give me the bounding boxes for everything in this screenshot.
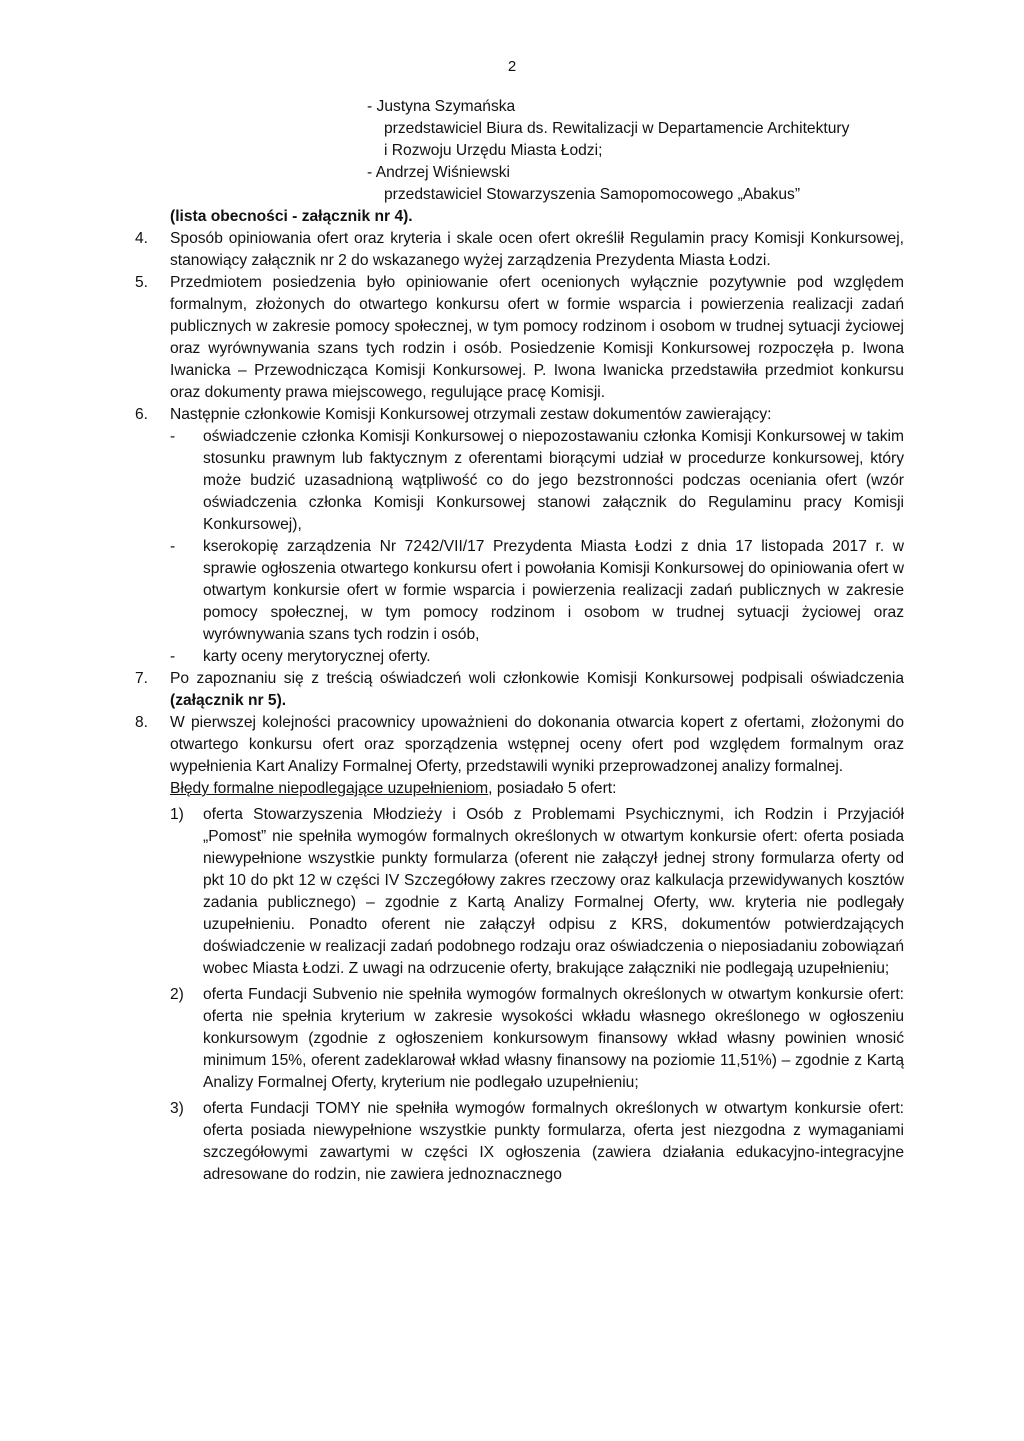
section-number: 4.	[135, 230, 149, 247]
list-item-text: oświadczenie członka Komisji Konkursowej o niepozostawaniu członka Komisji Konkursowej w takim stosunku prawnym lub faktycznym z oferentami biorącymi udział w procedurze konkursowej, który może budzić uzasadnioną wątpliwość co do jego bezstronności podczas oceniania ofert (wzór oświadczenia członka Komisji Konkursowej stanowi załącznik do Regulaminu pracy Komisji Konkursowej),	[203, 428, 904, 533]
offer-text: oferta Fundacji Subvenio nie spełniła wymogów formalnych określonych w otwartym konkursie ofert: oferta nie spełnia kryterium w zakresie wysokości wkładu własnego określonego w ogłoszeniu konkursowym (zgodnie z ogłoszeniem konkursowym finansowy wkład własny powinien wnosić minimum 15%, oferent zadeklarował wkład własny finansowy na poziomie 11,51%) – zgodnie z Kartą Analizy Formalnej Oferty, kryterium nie podlegało uzupełnieniu;	[203, 986, 904, 1091]
section-text-main: Po zapoznaniu się z treścią oświadczeń woli członkowie Komisji Konkursowej podpisali oświadczenia	[170, 670, 904, 687]
section-number: 6.	[135, 406, 149, 423]
attendee-name-text: Justyna Szymańska	[376, 98, 516, 115]
section-5	[135, 272, 904, 404]
attendee-name	[367, 96, 515, 118]
attendee-dash: -	[367, 164, 373, 181]
offer-text: oferta Fundacji TOMY nie spełniła wymogów formalnych określonych w otwartym konkursie ofert: oferta posiada niewypełnione wszystkie punkty formularza, oferta jest niezgodna z wymaganiami szczegółowymi zawartymi w części IX ogłoszenia (zawiera działania edukacyjno-integracyjne adresowane do rodzin, nie zawiera jednoznacznego	[203, 1100, 904, 1183]
offer-number: 2)	[170, 986, 184, 1003]
section-7	[135, 668, 904, 712]
offer-text: oferta Stowarzyszenia Młodzieży i Osób z Problemami Psychicznymi, ich Rodzin i Przyjaciół „Pomost” nie spełniła wymogów formalnych określonych w otwartym konkursie ofert: oferta posiada niewypełnione wszystkie punkty formularza (oferent nie załączył jednej strony formularza oferty od pkt 10 do pkt 12 w części IV Szczegółowy zakres rzeczowy oraz kalkulacja przewidywanych kosztów zadania publicznego) – zgodnie z Kartą Analizy Formalnej Oferty, ww. kryteria nie podlegały uzupełnieniu. Ponadto oferent nie załączył odpisu z KRS, dokumentów potwierdzających doświadczenie w realizacji zadań podobnego rodzaju oraz oświadczenia o nieposiadaniu zobowiązań wobec Miasta Łodzi. Z uwagi na odrzucenie oferty, brakujące załączniki nie podlegają uzupełnieniu;	[203, 806, 904, 977]
section-number: 7.	[135, 670, 149, 687]
errors-heading	[170, 778, 904, 800]
section-8	[135, 712, 904, 1186]
errors-label: Błędy formalne niepodlegające uzupełnieniom	[170, 780, 489, 797]
section-4	[135, 228, 904, 272]
page-number: 2	[507, 58, 517, 75]
section-text: Sposób opiniowania ofert oraz kryteria i skale ocen ofert określił Regulamin pracy Komisji Konkursowej, stanowiący załącznik nr 2 do wskazanego wyżej zarządzenia Prezydenta Miasta Łodzi.	[170, 230, 904, 269]
attendee-role-continued: i Rozwoju Urzędu Miasta Łodzi;	[384, 142, 603, 159]
attendance-note: (lista obecności - załącznik nr 4).	[170, 208, 413, 225]
attendee-role: przedstawiciel Stowarzyszenia Samopomocowego „Abakus”	[384, 186, 801, 203]
attachment-reference: (załącznik nr 5).	[170, 692, 287, 709]
section-6	[135, 404, 904, 668]
attendee-name-text: Andrzej Wiśniewski	[375, 164, 511, 181]
list-item	[170, 646, 904, 668]
document-list	[170, 426, 904, 668]
offer-number: 1)	[170, 806, 184, 823]
list-item-text: karty oceny merytorycznej oferty.	[203, 648, 431, 665]
numbered-sections	[0, 228, 1024, 1186]
section-number: 5.	[135, 274, 149, 291]
section-text: W pierwszej kolejności pracownicy upoważnieni do dokonania otwarcia kopert z ofertami, złożonymi do otwartego konkursu ofert oraz sporządzenia wstępnej oceny ofert pod względem formalnym oraz wypełnienia Kart Analizy Formalnej Oferty, przedstawili wyniki przeprowadzonej analizy formalnej.	[170, 714, 904, 775]
section-text	[170, 668, 904, 712]
offer-list	[170, 804, 904, 1186]
errors-suffix: , posiadało 5 ofert:	[488, 780, 617, 797]
list-item-text: kserokopię zarządzenia Nr 7242/VII/17 Prezydenta Miasta Łodzi z dnia 17 listopada 2017 r. w sprawie ogłoszenia otwartego konkursu ofert i powołania Komisji Konkursowej do opiniowania ofert w otwartym konkursie ofert w formie wsparcia i powierzenia realizacji zadań publicznych w zakresie pomocy społecznej, w tym pomocy rodzinom i osobom w trudnej sytuacji życiowej oraz wyrównywania szans tych rodzin i osób,	[203, 538, 904, 643]
section-text: Przedmiotem posiedzenia było opiniowanie ofert ocenionych wyłącznie pozytywnie pod względem formalnym, złożonych do otwartego konkursu ofert w formie wsparcia i powierzenia realizacji zadań publicznych w zakresie pomocy społecznej, w tym pomocy rodzinom i osobom w trudnej sytuacji życiowej oraz wyrównywania szans tych rodzin i osób. Posiedzenie Komisji Konkursowej rozpoczęła p. Iwona Iwanicka – Przewodnicząca Komisji Konkursowej. P. Iwona Iwanicka przedstawiła przedmiot konkursu oraz dokumenty prawa miejscowego, regulujące pracę Komisji.	[170, 274, 904, 401]
offer-item	[170, 804, 904, 980]
attendee-role: przedstawiciel Biura ds. Rewitalizacji w Departamencie Architektury	[384, 120, 850, 137]
attendee-dash: -	[367, 98, 373, 115]
attendee-name	[367, 162, 510, 184]
section-intro: Następnie członkowie Komisji Konkursowej otrzymali zestaw dokumentów zawierający:	[170, 406, 772, 423]
list-item	[170, 536, 904, 646]
list-dash: -	[170, 538, 176, 555]
list-item	[170, 426, 904, 536]
offer-item	[170, 984, 904, 1094]
list-dash: -	[170, 648, 176, 665]
section-number: 8.	[135, 714, 149, 731]
list-dash: -	[170, 428, 176, 445]
offer-item	[170, 1098, 904, 1186]
offer-number: 3)	[170, 1100, 184, 1117]
